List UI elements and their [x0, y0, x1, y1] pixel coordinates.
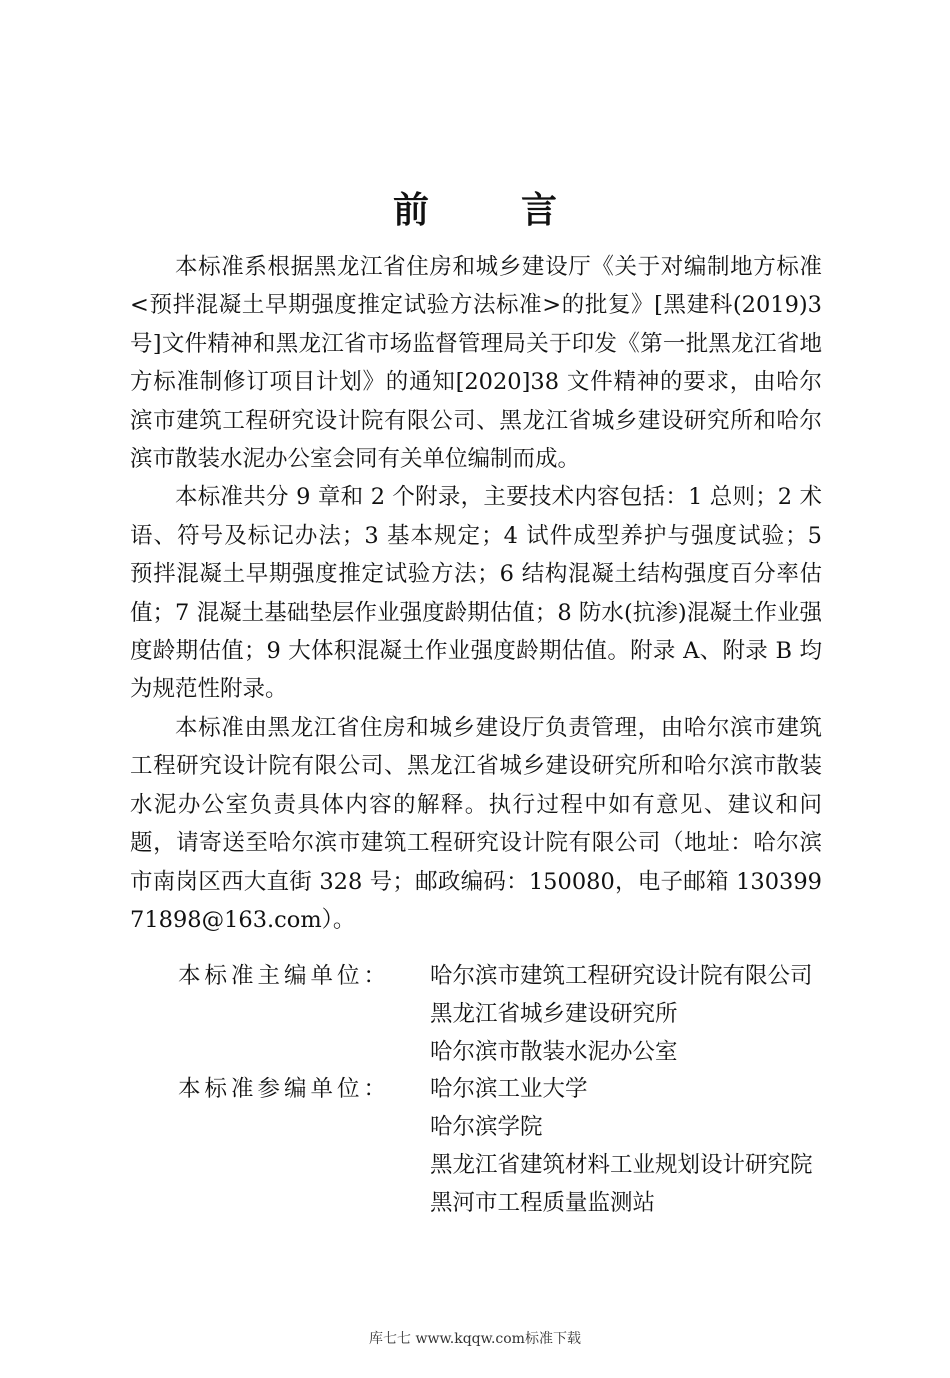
preface-body [130, 248, 822, 939]
chief-units-list [430, 958, 813, 1071]
chief-unit-item: 哈尔滨市散装水泥办公室 [430, 1038, 678, 1065]
units-section [130, 958, 890, 1223]
chief-unit-item: 哈尔滨市建筑工程研究设计院有限公司 [430, 963, 813, 989]
paragraph-management: 本标准由黑龙江省住房和城乡建设厅负责管理，由哈尔滨市建筑工程研究设计院有限公司、黑龙江省城乡建设研究所和哈尔滨市散装水泥办公室负责具体内容的解释。执行过程中如有意见、建议和问题，请寄送至哈尔滨市建筑工程研究设计院有限公司（地址：哈尔滨市南岗区西大直街 328 号；邮政编码：150080，电子邮箱 13039971898@163.com）。 [130, 714, 822, 933]
participating-unit-item: 哈尔滨学院 [430, 1114, 543, 1141]
participating-units-group [130, 1071, 890, 1222]
participating-units-label: 本标准参编单位： [178, 1076, 391, 1103]
participating-units-list [430, 1071, 813, 1222]
paragraph-content: 本标准共分 9 章和 2 个附录，主要技术内容包括：1 总则；2 术语、符号及标记办法；3 基本规定；4 试件成型养护与强度试验；5 预拌混凝土早期强度推定试验方法；6 结构混凝土结构强度百分率估值；7 混凝土基础垫层作业强度龄期估值；8 防水(抗渗)混凝土作业强度龄期估值；9 大体积混凝土作业强度龄期估值。附录 A、附录 B 均为规范性附录。 [130, 484, 822, 703]
page-title: 前 言 [392, 190, 585, 231]
participating-unit-item: 黑龙江省建筑材料工业规划设计研究院 [430, 1151, 813, 1178]
footer-watermark: 库七七 www.kqqw.com标准下载 [369, 1331, 581, 1347]
chief-units-label: 本标准主编单位： [178, 963, 391, 989]
participating-unit-item: 黑河市工程质量监测站 [430, 1189, 656, 1216]
paragraph-basis: 本标准系根据黑龙江省住房和城乡建设厅《关于对编制地方标准<预拌混凝土早期强度推定试验方法标准>的批复》[黑建科(2019)3 号]文件精神和黑龙江省市场监督管理局关于印发《第一批黑龙江省地方标准制修订项目计划》的通知[2020]38 文件精神的要求，由哈尔滨市建筑工程研究设计院有限公司、黑龙江省城乡建设研究所和哈尔滨市散装水泥办公室会同有关单位编制而成。 [130, 254, 822, 473]
participating-unit-item: 哈尔滨工业大学 [430, 1076, 588, 1103]
chief-units-group [130, 958, 890, 1071]
chief-unit-item: 黑龙江省城乡建设研究所 [430, 1000, 678, 1027]
